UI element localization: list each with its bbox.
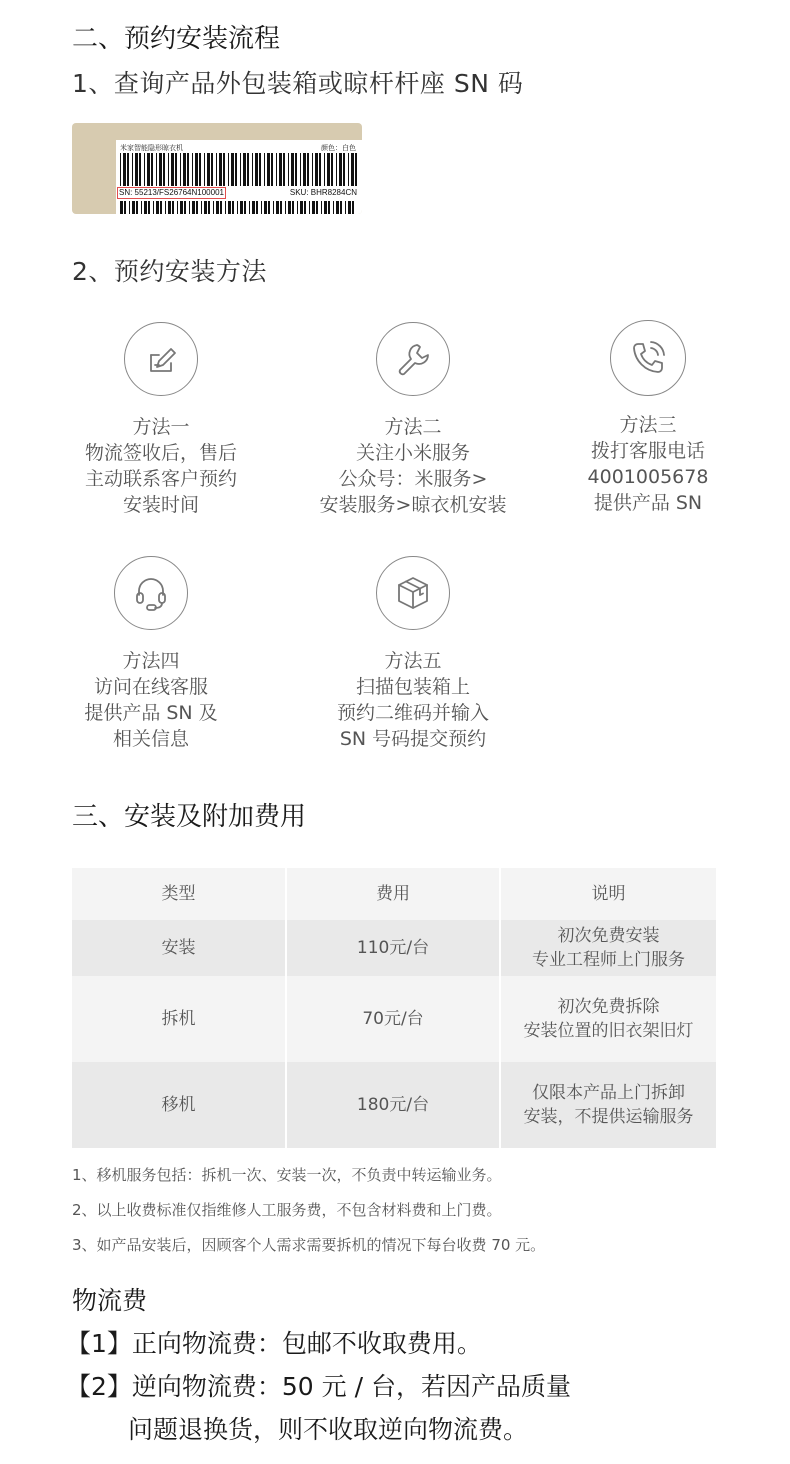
method-1-title: 方法一 <box>132 416 190 438</box>
method-2-line-1: 关注小米服务 <box>355 442 470 464</box>
method-3-line-3: 提供产品 SN <box>593 492 703 514</box>
method-3 <box>568 320 728 516</box>
package-box-icon <box>393 573 433 613</box>
barcode-graphic-bottom <box>120 201 358 214</box>
sn-label-image <box>72 123 362 214</box>
cell-description <box>500 920 716 976</box>
method-4-title: 方法四 <box>122 650 180 672</box>
table-row <box>72 1062 716 1148</box>
section-title-fees: 三、安装及附加费用 <box>72 802 307 832</box>
cell-description-line: 安装位置的旧衣架旧灯 <box>523 1021 694 1041</box>
label-product-name: 米家智能隐形晾衣机 <box>120 145 183 152</box>
cell-description <box>500 976 716 1062</box>
method-3-line-2: 4001005678 <box>587 466 709 488</box>
method-5-line-2: 预约二维码并输入 <box>336 702 489 724</box>
method-3-line-1: 拨打客服电话 <box>590 440 705 462</box>
method-2-title: 方法二 <box>384 416 442 438</box>
method-2-line-3: 安装服务>晾衣机安装 <box>319 494 507 516</box>
cell-type: 移机 <box>72 1062 286 1148</box>
fee-table <box>72 868 716 1148</box>
step-1-heading: 1、查询产品外包装箱或晾杆杆座 SN 码 <box>72 69 524 98</box>
table-header-row <box>72 868 716 920</box>
method-4-line-1: 访问在线客服 <box>93 676 208 698</box>
column-header-description: 说明 <box>591 884 626 904</box>
cell-fee: 180元/台 <box>286 1062 500 1148</box>
table-row <box>72 976 716 1062</box>
method-1 <box>72 322 250 518</box>
method-3-title: 方法三 <box>619 414 677 436</box>
section-title-install-process: 二、预约安装流程 <box>72 24 281 54</box>
shipping-item-2: 【2】逆向物流费：50 元 / 台，若因产品质量 <box>66 1372 571 1401</box>
cell-type: 拆机 <box>72 976 286 1062</box>
method-4 <box>72 556 230 752</box>
label-sku: SKU: BHR8284CN <box>289 188 357 197</box>
method-5-icon-circle <box>376 556 450 630</box>
note-1: 1、移机服务包括：拆机一次、安装一次，不负责中转运输业务。 <box>72 1166 502 1184</box>
label-color: 颜色：白色 <box>321 145 356 152</box>
phone-icon <box>628 338 668 378</box>
method-2-line-2: 公众号：米服务> <box>338 468 488 490</box>
method-5-title: 方法五 <box>384 650 442 672</box>
headset-icon <box>131 573 171 613</box>
method-1-icon-circle <box>124 322 198 396</box>
method-3-icon-circle <box>610 320 686 396</box>
cell-description-line: 安装，不提供运输服务 <box>523 1107 694 1127</box>
shipping-item-1: 【1】正向物流费：包邮不收取费用。 <box>66 1329 482 1358</box>
method-1-line-1: 物流签收后，售后 <box>84 442 237 464</box>
cell-description-line: 初次免费拆除 <box>557 997 660 1017</box>
cell-description <box>500 1062 716 1148</box>
method-5-line-1: 扫描包装箱上 <box>355 676 470 698</box>
cell-description-line: 专业工程师上门服务 <box>532 950 685 970</box>
note-3: 3、如产品安装后，因顾客个人需求需要拆机的情况下每台收费 70 元。 <box>72 1236 546 1254</box>
cell-description-line: 仅限本产品上门拆卸 <box>532 1083 685 1103</box>
method-1-line-2: 主动联系客户预约 <box>84 468 237 490</box>
column-header-type: 类型 <box>72 868 286 920</box>
method-2 <box>300 322 526 518</box>
barcode-label <box>116 140 362 214</box>
shipping-item-2-continuation: 问题退换货，则不收取逆向物流费。 <box>128 1415 529 1444</box>
cell-description-line: 初次免费安装 <box>557 926 660 946</box>
edit-form-icon <box>141 339 181 379</box>
wrench-icon <box>393 339 433 379</box>
method-4-line-2: 提供产品 SN 及 <box>84 702 218 724</box>
method-1-line-3: 安装时间 <box>122 494 199 516</box>
cell-type: 安装 <box>72 920 286 976</box>
method-2-icon-circle <box>376 322 450 396</box>
barcode-graphic-top <box>120 153 358 186</box>
table-row <box>72 920 716 976</box>
column-header-fee: 费用 <box>286 868 500 920</box>
cell-fee: 110元/台 <box>286 920 500 976</box>
label-sn-code: SN: 55213/FS26764N100001 <box>119 188 224 197</box>
method-4-icon-circle <box>114 556 188 630</box>
method-5 <box>316 556 510 752</box>
shipping-fee-title: 物流费 <box>72 1286 148 1315</box>
cell-fee: 70元/台 <box>286 976 500 1062</box>
method-4-line-3: 相关信息 <box>112 728 189 750</box>
method-5-line-3: SN 号码提交预约 <box>339 728 487 750</box>
step-2-heading: 2、预约安装方法 <box>72 257 267 286</box>
note-2: 2、以上收费标准仅指维修人工服务费，不包含材料费和上门费。 <box>72 1201 502 1219</box>
